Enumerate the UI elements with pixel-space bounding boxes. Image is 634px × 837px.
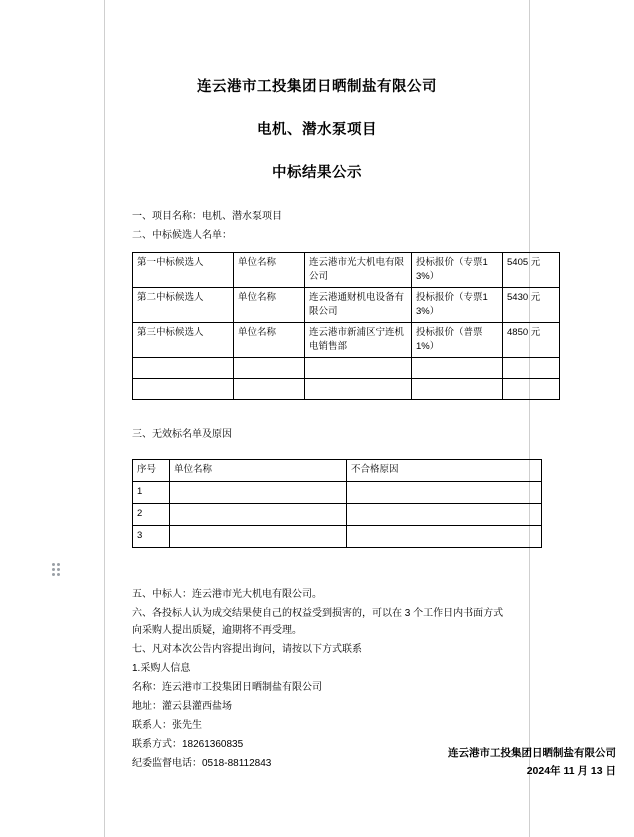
paragraph-contact-intro: 七、凡对本次公告内容提出询问，请按以下方式联系	[132, 644, 362, 655]
candidate-rank: 第三中标候选人	[133, 323, 234, 358]
candidate-price-label: 投标报价（专票13%）	[412, 288, 503, 323]
invalid-row-no: 1	[133, 482, 170, 504]
invalid-row-no: 2	[133, 504, 170, 526]
table-row-empty	[133, 379, 560, 400]
candidate-unit-name: 连云港通财机电设备有限公司	[305, 288, 412, 323]
paragraph-address: 地址：灌云县灌西盐场	[132, 701, 232, 712]
page-title-notice: 中标结果公示	[272, 165, 362, 181]
candidate-price: 4850 元	[503, 323, 560, 358]
table-row-empty	[133, 358, 560, 379]
signature-company: 连云港市工投集团日晒制盐有限公司	[448, 747, 616, 759]
candidate-price: 5405 元	[503, 253, 560, 288]
candidates-heading-text: 二、中标候选人名单：	[132, 230, 232, 241]
column-header-no: 序号	[133, 460, 170, 482]
paragraph-contact-person: 联系人：张先生	[132, 720, 202, 731]
signature-block	[448, 744, 616, 780]
column-header-reason: 不合格原因	[347, 460, 542, 482]
invalid-bids-table	[132, 459, 542, 548]
invalid-row-unit	[170, 526, 347, 548]
candidate-rank: 第一中标候选人	[133, 253, 234, 288]
candidate-price-label: 投标报价（普票1%）	[412, 323, 503, 358]
invalid-row-reason	[347, 504, 542, 526]
table-row	[133, 253, 560, 288]
candidate-unit-name: 连云港市新浦区宁连机电销售部	[305, 323, 412, 358]
paragraph-objection: 六、各投标人认为成交结果使自己的权益受到损害的，可以在 3 个工作日内书面方式向采购人提出质疑，逾期将不再受理。	[132, 608, 504, 636]
candidates-table	[132, 252, 560, 400]
paragraph-contact-phone: 联系方式：18261360835	[132, 739, 244, 750]
drag-handle-icon[interactable]	[52, 563, 62, 577]
table-row	[133, 323, 560, 358]
candidate-price: 5430 元	[503, 288, 560, 323]
table-row	[133, 288, 560, 323]
invalid-row-unit	[170, 482, 347, 504]
invalid-row-no: 3	[133, 526, 170, 548]
candidate-unit-label: 单位名称	[234, 253, 305, 288]
table-header-row	[133, 460, 542, 482]
candidate-unit-label: 单位名称	[234, 288, 305, 323]
invalid-row-unit	[170, 504, 347, 526]
candidate-price-label: 投标报价（专票13%）	[412, 253, 503, 288]
page-title-project: 电机、潜水泵项目	[257, 122, 377, 138]
table-row	[133, 526, 542, 548]
page-left-margin	[0, 0, 104, 837]
invalid-heading-text: 三、无效标名单及原因	[132, 429, 232, 440]
paragraph-winner: 五、中标人：连云港市光大机电有限公司。	[132, 589, 322, 600]
document-content	[104, 0, 541, 837]
section-invalid-heading	[122, 426, 512, 443]
project-name-text: 一、项目名称：电机、潜水泵项目	[132, 211, 282, 222]
page-right-margin	[530, 0, 634, 837]
signature-date: 2024年 11 月 13 日	[526, 765, 616, 777]
candidate-unit-name: 连云港市光大机电有限公司	[305, 253, 412, 288]
column-header-unit: 单位名称	[170, 460, 347, 482]
paragraph-purchaser-heading: 1.采购人信息	[132, 663, 191, 674]
candidate-rank: 第二中标候选人	[133, 288, 234, 323]
page-title-company: 连云港市工投集团日晒制盐有限公司	[197, 79, 437, 95]
invalid-row-reason	[347, 526, 542, 548]
table-row	[133, 504, 542, 526]
paragraph-purchaser-name: 名称：连云港市工投集团日晒制盐有限公司	[132, 682, 322, 693]
candidate-unit-label: 单位名称	[234, 323, 305, 358]
document-title-block	[122, 75, 512, 182]
table-row	[133, 482, 542, 504]
section-project-name	[122, 208, 512, 244]
paragraph-supervision-phone: 纪委监督电话：0518-88112843	[132, 758, 272, 769]
invalid-row-reason	[347, 482, 542, 504]
